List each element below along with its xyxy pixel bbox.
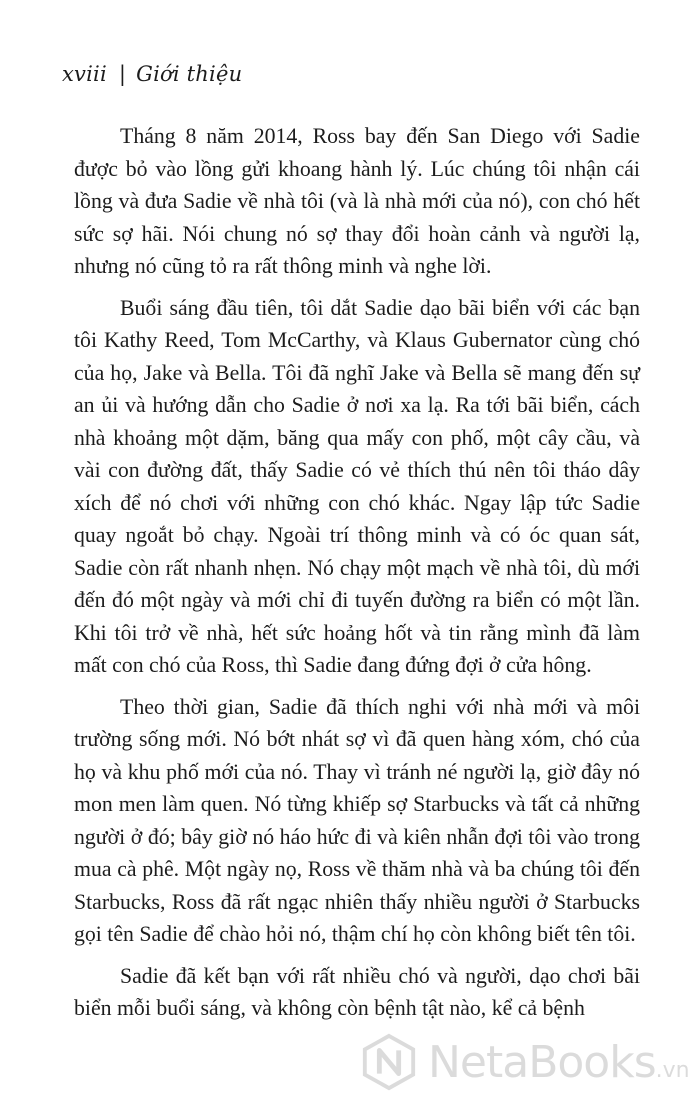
page-number: xviii [62,62,107,86]
paragraph-4: Sadie đã kết bạn với rất nhiều chó và người, dạo chơi bãi biển mỗi buổi sáng, và không còn bệnh tật nào, kể cả bệnh [74,963,640,1020]
chapter-title: Giới thiệu [136,62,243,86]
paragraph-2: Buổi sáng đầu tiên, tôi dắt Sadie dạo bãi biển với các bạn tôi Kathy Reed, Tom McCarthy, và Klaus Gubernator cùng chó của họ, Jake và Bella. Tôi đã nghĩ Jake và Bella sẽ mang đến sự an ủi và hướng dẫn cho Sadie ở nơi xa lạ. Ra tới bãi biển, cách nhà khoảng một dặm, băng qua mấy con phố, một cây cầu, và vài con đường đất, thấy Sadie có vẻ thích thú nên tôi tháo dây xích để nó chơi với những con chó khác. Ngay lập tức Sadie quay ngoắt bỏ chạy. Ngoài trí thông minh và có óc quan sát, Sadie còn rất nhanh nhẹn. Nó chạy một mạch về nhà tôi, dù mới đến đó một ngày và mới chỉ đi tuyến đường ra biển có một lần. Khi tôi trở về nhà, hết sức hoảng hốt và tin rằng mình đã làm mất con chó của Ross, thì Sadie đang đứng đợi ở cửa hông. [74,295,640,677]
body-text [74,120,640,1034]
running-header [62,62,242,86]
paragraph-3: Theo thời gian, Sadie đã thích nghi với nhà mới và môi trường sống mới. Nó bớt nhát sợ vì đã quen hàng xóm, chó của họ và khu phố mới của nó. Thay vì tránh né người lạ, giờ đây nó mon men làm quen. Nó từng khiếp sợ Starbucks và tất cả những người ở đó; bây giờ nó háo hức đi và kiên nhẫn đợi tôi vào trong mua cà phê. Một ngày nọ, Ross về thăm nhà và ba chúng tôi đến Starbucks, Ross đã rất ngạc nhiên thấy nhiều người ở Starbucks gọi tên Sadie để chào hỏi nó, thậm chí họ còn không biết tên tôi. [74,694,640,946]
paragraph-1: Tháng 8 năm 2014, Ross bay đến San Diego với Sadie được bỏ vào lồng gửi khoang hành lý. Lúc chúng tôi nhận cái lồng và đưa Sadie về nhà tôi (và là nhà mới của nó), con chó hết sức sợ hãi. Nói chung nó sợ thay đổi hoàn cảnh và người lạ, nhưng nó cũng tỏ ra rất thông minh và nghe lời. [74,124,640,278]
watermark-brand-suffix: .vn [655,1057,690,1083]
header-separator: | [118,62,127,86]
watermark [360,1028,700,1096]
watermark-brand-name: NetaBooks [428,1036,656,1088]
netabooks-logo-icon [360,1033,418,1091]
watermark-brand [428,1037,690,1088]
